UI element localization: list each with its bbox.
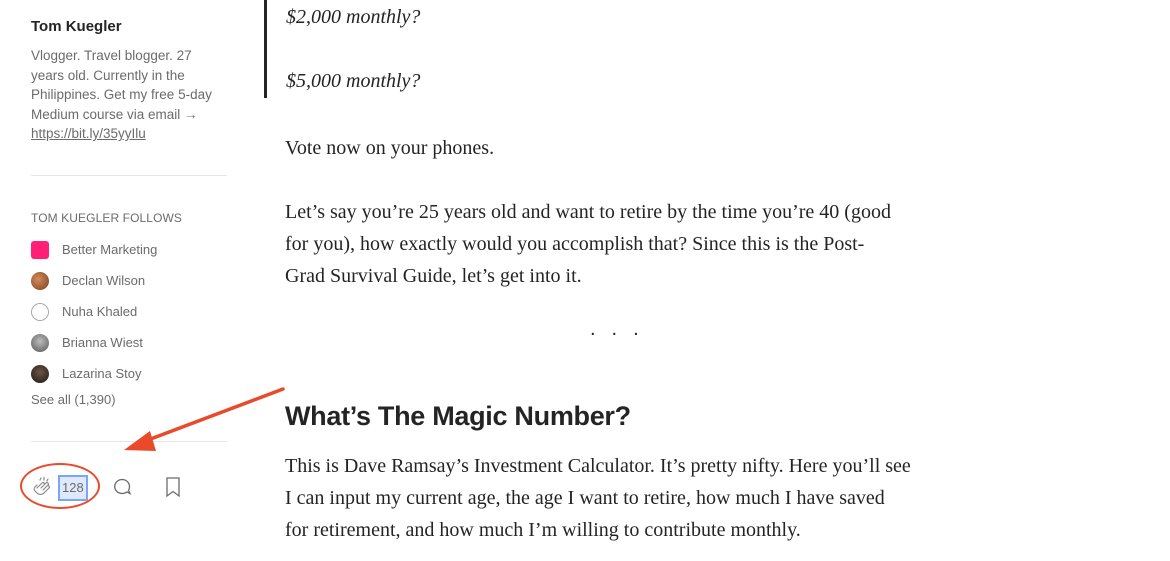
follow-item-label: Brianna Wiest [62, 335, 143, 350]
bio-line: years old. Currently in the [31, 67, 185, 83]
divider [31, 441, 227, 442]
article-paragraph [285, 450, 985, 546]
bio-line: Vlogger. Travel blogger. 27 [31, 48, 192, 63]
blockquote-line: $2,000 monthly? [286, 6, 421, 28]
article-paragraph: Vote now on your phones. [285, 137, 495, 159]
follow-item-lazarina-stoy[interactable] [31, 358, 157, 389]
clap-icon[interactable] [31, 475, 55, 499]
follow-item-brianna-wiest[interactable] [31, 327, 157, 358]
follow-item-declan-wilson[interactable] [31, 265, 157, 296]
follow-item-label: Nuha Khaled [62, 304, 138, 319]
follow-item-label: Better Marketing [62, 242, 158, 257]
avatar [31, 272, 49, 290]
blockquote-line: $5,000 monthly? [286, 70, 421, 92]
follow-item-label: Declan Wilson [62, 273, 146, 288]
avatar [31, 334, 49, 352]
avatar [31, 303, 49, 321]
follows-heading: TOM KUEGLER FOLLOWS [31, 211, 183, 225]
avatar [31, 241, 49, 259]
avatar [31, 365, 49, 383]
section-heading: What’s The Magic Number? [285, 401, 631, 431]
bio-line: Medium course via email → [31, 106, 198, 122]
article-paragraph [285, 196, 985, 292]
follow-item-label: Lazarina Stoy [62, 366, 142, 381]
section-separator: ... [590, 318, 655, 340]
paragraph-line: I can input my current age, the age I want to retire, how much I have saved [285, 487, 885, 509]
paragraph-line: for retirement, and how much I’m willing to contribute monthly. [285, 519, 801, 541]
bio-link[interactable]: https://bit.ly/35yyIlu [31, 126, 146, 141]
paragraph-line: Let’s say you’re 25 years old and want to retire by the time you’re 40 (good [285, 201, 891, 223]
article-actions [31, 471, 231, 503]
blockquote-bar [264, 0, 267, 98]
paragraph-line: This is Dave Ramsay’s Investment Calculator. It’s pretty nifty. Here you’ll see [285, 455, 911, 477]
comment-icon[interactable] [111, 476, 133, 498]
paragraph-line: for you), how exactly would you accomplish that? Since this is the Post- [285, 233, 865, 255]
author-bio [31, 46, 227, 144]
paragraph-line: Grad Survival Guide, let’s get into it. [285, 265, 582, 287]
divider [31, 175, 227, 176]
bio-line: Philippines. Get my free 5-day [31, 87, 212, 102]
clap-count[interactable]: 128 [58, 475, 88, 501]
bookmark-icon[interactable] [162, 475, 184, 499]
follow-item-better-marketing[interactable] [31, 234, 157, 265]
follows-list [31, 234, 157, 389]
follow-item-nuha-khaled[interactable] [31, 296, 157, 327]
see-all-follows-link[interactable]: See all (1,390) [31, 392, 116, 407]
author-name[interactable]: Tom Kuegler [31, 18, 122, 35]
